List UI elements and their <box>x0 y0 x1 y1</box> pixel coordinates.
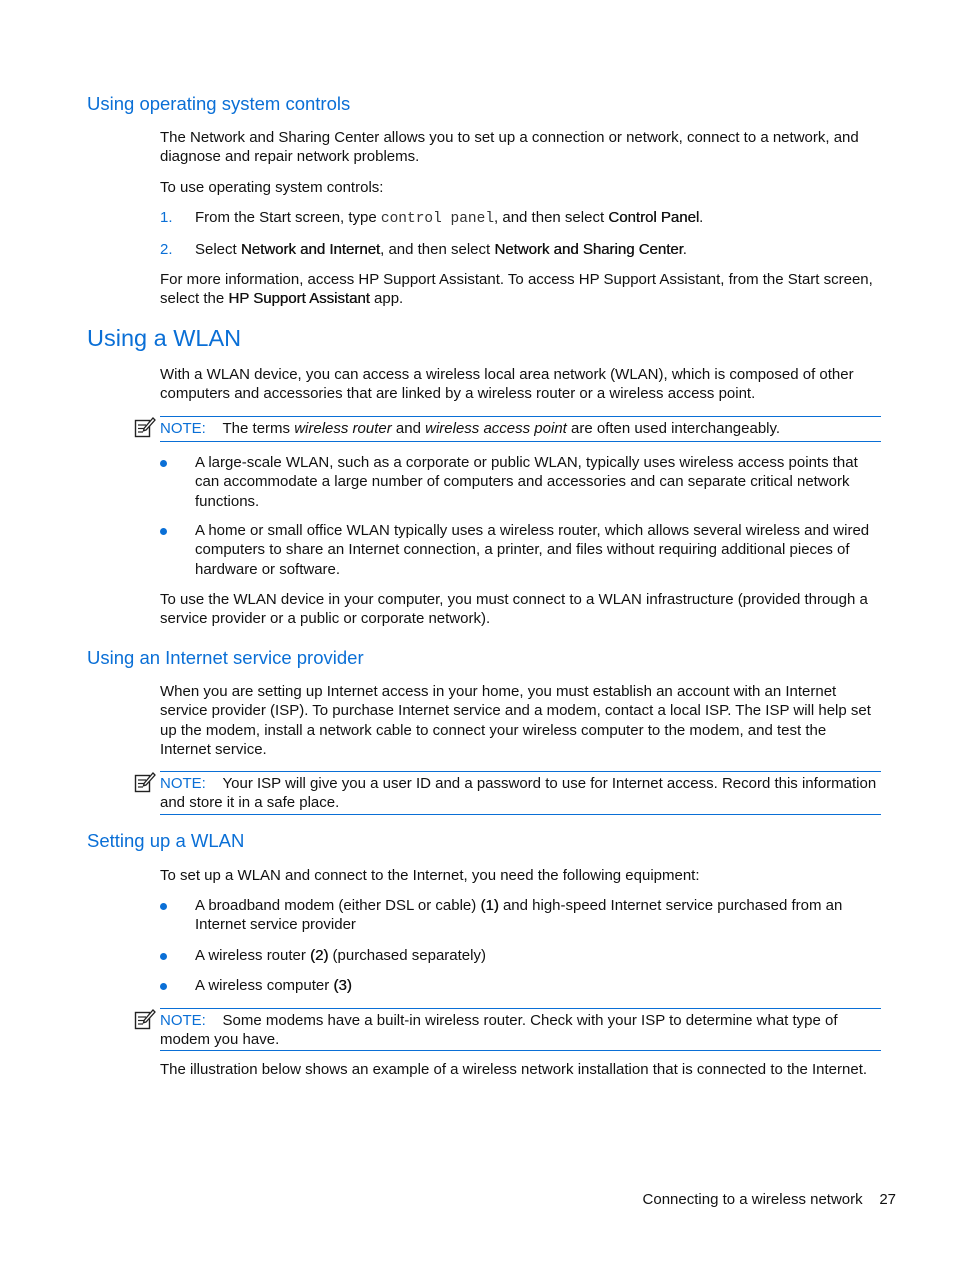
paragraph: The illustration below shows an example of a wireless network installation that is connected to the Internet. <box>160 1061 868 1078</box>
note-icon <box>134 1009 156 1031</box>
note-box: NOTE: Some modems have a built-in wireless router. Check with your ISP to determine what type of modem you have. <box>160 1008 881 1051</box>
code-text: control panel <box>380 211 495 227</box>
section-heading: Setting up a WLAN <box>87 830 245 851</box>
section-heading: Using operating system controls <box>87 93 351 114</box>
step-text: From the Start screen, type control panel, and then select Control Panel. <box>195 209 704 227</box>
note-icon <box>134 417 156 439</box>
section-heading: Using an Internet service provider <box>87 647 364 668</box>
note-label: NOTE: <box>160 1012 206 1029</box>
paragraph: The Network and Sharing Center allows you to set up a connection or network, connect to a network, and diagnose and repair network problems. <box>160 129 859 166</box>
list-item: A wireless computer (3) <box>160 976 880 995</box>
paragraph: When you are setting up Internet access in your home, you must establish an account with an Internet service provider (ISP). To purchase Internet service and a modem, contact a local ISP. The ISP will help set up the modem, install a network cable to connect your wireless computer to the modem, and test the Internet service. <box>160 683 871 758</box>
numbered-step <box>160 240 880 259</box>
paragraph: For more information, access HP Support Assistant. To access HP Support Assistant, from the Start screen, select the HP Support Assistant app. <box>160 271 873 308</box>
page-number: 27 <box>879 1191 896 1208</box>
step-number: 2. <box>160 241 173 258</box>
bullet <box>160 953 167 960</box>
note-icon <box>134 772 156 794</box>
bullet <box>160 983 167 990</box>
paragraph: To use the WLAN device in your computer, you must connect to a WLAN infrastructure (provided through a service provider or a public or corporate network). <box>160 591 868 628</box>
note-label: NOTE: <box>160 775 206 792</box>
list-item: A broadband modem (either DSL or cable) (1) and high-speed Internet service purchased from an Internet service provider <box>160 896 880 935</box>
bullet <box>160 460 167 467</box>
note-box: NOTE: Your ISP will give you a user ID and a password to use for Internet access. Record this information and store it in a safe place. <box>160 771 881 815</box>
note-label: NOTE: <box>160 420 206 437</box>
footer-section-title: Connecting to a wireless network <box>642 1191 863 1208</box>
step-text: Select Network and Internet, and then select Network and Sharing Center. <box>195 241 687 258</box>
paragraph: With a WLAN device, you can access a wireless local area network (WLAN), which is composed of other computers and accessories that are linked by a wireless router or a wireless access point. <box>160 366 854 403</box>
list-item: A large-scale WLAN, such as a corporate or public WLAN, typically uses wireless access points that can accommodate a large number of computers and accessories and can separate critical network functions. <box>160 453 880 511</box>
page-footer <box>643 1191 896 1208</box>
paragraph: To use operating system controls: <box>160 179 384 196</box>
numbered-step <box>160 208 880 229</box>
bullet <box>160 903 167 910</box>
list-item: A home or small office WLAN typically uses a wireless router, which allows several wireless and wired computers to share an Internet connection, a printer, and files without requiring additional pieces of hardware or software. <box>160 521 880 579</box>
note-box: NOTE: The terms wireless router and wireless access point are often used interchangeably. <box>160 416 881 442</box>
list-item: A wireless router (2) (purchased separately) <box>160 946 880 965</box>
step-number: 1. <box>160 209 173 226</box>
paragraph: To set up a WLAN and connect to the Internet, you need the following equipment: <box>160 867 700 884</box>
bullet <box>160 528 167 535</box>
chapter-heading: Using a WLAN <box>87 325 242 351</box>
